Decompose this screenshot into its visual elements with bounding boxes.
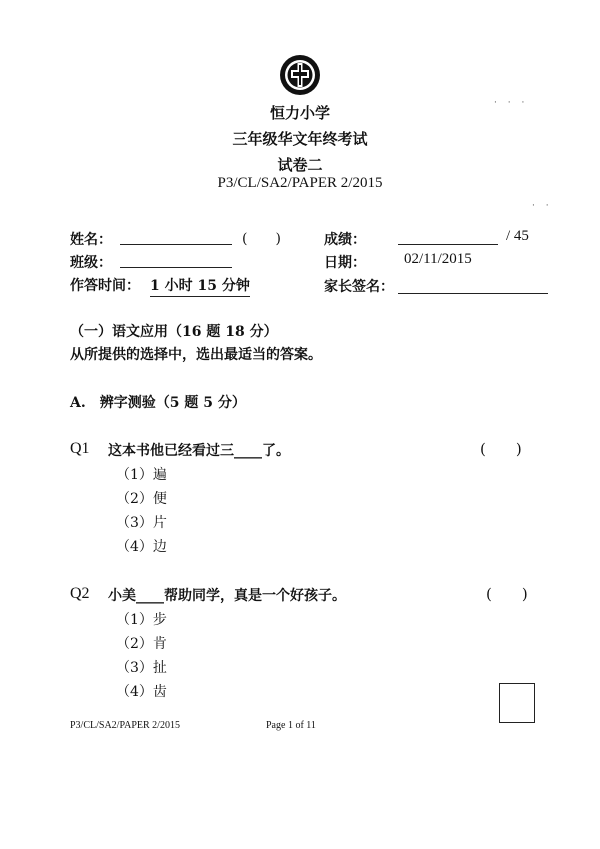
option-2[interactable]: （2）肯 — [116, 636, 167, 652]
school-name: 恒力小学 — [269, 104, 330, 122]
exam-title: 三年级华文年终考试 — [232, 130, 368, 148]
option-1[interactable]: （1）步 — [116, 612, 167, 628]
parent-signature-label: 家长签名： — [324, 279, 394, 295]
score-total: / 45 — [506, 228, 529, 244]
question-text: 小美____帮助同学，真是一个好孩子。 — [108, 588, 346, 604]
date-value: 02/11/2015 — [404, 251, 472, 267]
marks-box — [499, 683, 535, 723]
section-a-title: A. 辨字测验（5 题 5 分） — [70, 395, 246, 411]
option-1[interactable]: （1）遍 — [116, 467, 167, 483]
answer-box[interactable]: ( ) — [480, 440, 522, 458]
paper-title: 试卷二 — [277, 156, 323, 174]
part-instruction: 从所提供的选择中，选出最适当的答案。 — [70, 347, 322, 363]
scan-noise: · · · — [494, 98, 529, 108]
footer-code: P3/CL/SA2/PAPER 2/2015 — [70, 720, 180, 731]
time-label: 作答时间： — [70, 278, 140, 294]
option-4[interactable]: （4）齿 — [116, 684, 167, 700]
option-3[interactable]: （3）片 — [116, 515, 167, 531]
answer-box[interactable]: ( ) — [486, 585, 528, 603]
question-number: Q2 — [70, 585, 90, 602]
option-2[interactable]: （2）便 — [116, 491, 167, 507]
paper-code: P3/CL/SA2/PAPER 2/2015 — [217, 175, 383, 191]
class-number-paren: ( ) — [242, 231, 281, 247]
name-label: 姓名： — [70, 232, 112, 248]
question-number: Q1 — [70, 440, 90, 457]
option-4[interactable]: （4）边 — [116, 539, 167, 555]
class-field[interactable] — [120, 267, 232, 268]
time-value: 1 小时 15 分钟 — [150, 275, 250, 297]
school-logo — [279, 54, 321, 96]
part-title: （一）语文应用（16 题 18 分） — [70, 324, 278, 340]
score-field[interactable] — [398, 244, 498, 245]
class-label: 班级： — [70, 255, 112, 271]
parent-signature-field[interactable] — [398, 293, 548, 294]
score-label: 成绩： — [324, 232, 366, 248]
name-field[interactable] — [120, 244, 232, 245]
date-label: 日期： — [324, 255, 366, 271]
option-3[interactable]: （3）扯 — [116, 660, 167, 676]
scan-noise: · · — [532, 201, 553, 211]
question-text: 这本书他已经看过三____了。 — [108, 443, 290, 459]
footer-page-number: Page 1 of 11 — [266, 720, 316, 731]
